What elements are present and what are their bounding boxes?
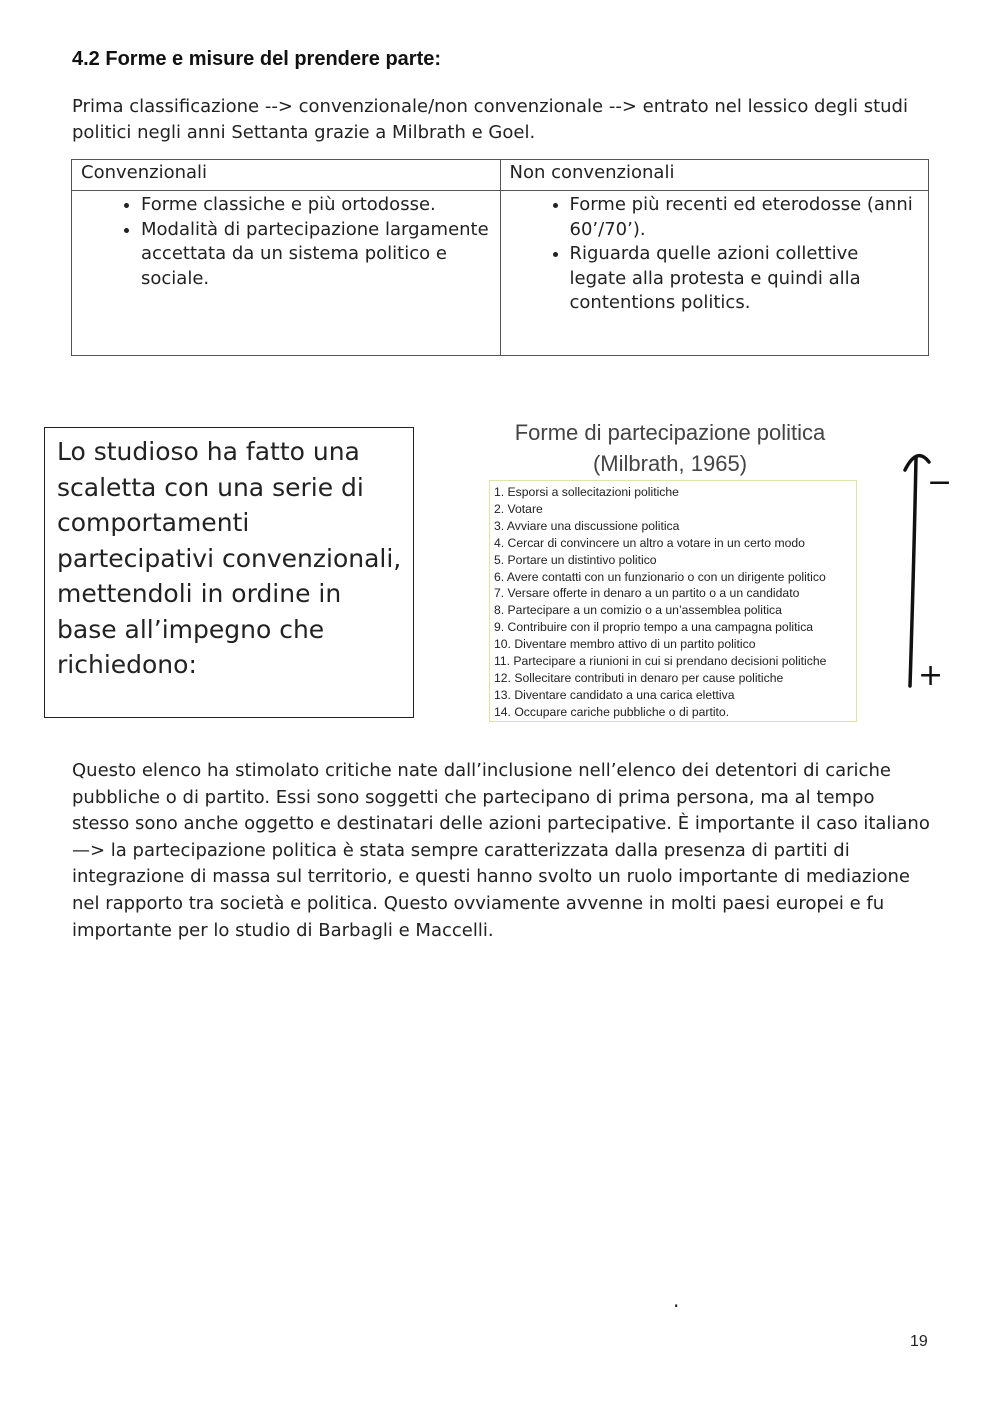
stray-mark: . xyxy=(673,1288,680,1312)
scale-bottom-label: + xyxy=(918,658,944,690)
scale-top-label: − xyxy=(927,465,953,500)
list-item: • Forme classiche e più ortodosse. xyxy=(141,193,490,218)
list-item: 8. Partecipare a un comizio o a un’assemblea politica xyxy=(494,603,782,618)
list-item: 6. Avere contatti con un funzionario o con un dirigente politico xyxy=(494,569,826,584)
figure-title-line: Forme di partecipazione politica xyxy=(514,420,826,445)
list-item: • Forme più recenti ed eterodosse (anni 60’/70’). xyxy=(570,193,919,242)
list-item: 3. Avviare una discussione politica xyxy=(494,518,680,533)
page-number: 19 xyxy=(910,1333,928,1350)
list-item: 13. Diventare candidato a una carica elettiva xyxy=(494,687,735,702)
section-heading: 4.2 Forme e misure del prendere parte: xyxy=(72,48,442,70)
list-item: 12. Sollecitare contributi in denaro per cause politiche xyxy=(494,670,784,685)
callout-box: Lo studioso ha fatto una scaletta con una serie di comportamenti partecipativi convenzionali, mettendoli in ordine in base all’impegno che richiedono: xyxy=(44,427,414,718)
arrow-shaft-icon xyxy=(910,458,916,686)
list-item: 9. Contribuire con il proprio tempo a una campagna politica xyxy=(494,620,814,635)
list-item: 11. Partecipare a riunioni in cui si prendano decisioni politiche xyxy=(494,654,827,669)
list-item: 7. Versare offerte in denaro a un partito o a un candidato xyxy=(494,586,800,601)
cell-unconventional xyxy=(500,191,929,356)
cell-conventional xyxy=(72,191,501,356)
table-row xyxy=(72,191,929,356)
list-item: 14. Occupare cariche pubbliche o di partito. xyxy=(494,704,730,719)
table-header-row xyxy=(72,160,929,191)
list-item: • Modalità di partecipazione largamente accettata da un sistema politico e sociale. xyxy=(141,218,490,292)
header-unconventional: Non convenzionali xyxy=(500,160,929,191)
list-item: • Riguarda quelle azioni collettive legate alla protesta e quindi alla contentions politics. xyxy=(570,242,919,316)
figure-subtitle-line: (Milbrath, 1965) xyxy=(592,451,748,476)
participation-list xyxy=(489,480,857,722)
intro-paragraph: Prima classificazione --> convenzionale/non convenzionale --> entrato nel lessico degli studi politici negli anni Settanta grazie a Milbrath e Goel. xyxy=(72,96,908,143)
list-item: 4. Cercar di convincere un altro a votare in un certo modo xyxy=(494,535,805,550)
comparison-table xyxy=(71,159,929,356)
list-item: 2. Votare xyxy=(494,501,543,516)
list-item: 1. Esporsi a sollecitazioni politiche xyxy=(494,485,679,499)
figure-title xyxy=(440,417,900,479)
unconventional-list xyxy=(501,193,929,316)
conventional-list xyxy=(72,193,500,291)
body-paragraph: Questo elenco ha stimolato critiche nate dall’inclusione nell’elenco dei detentori di cariche pubbliche o di partito. Essi sono soggetti che partecipano di prima persona, ma al tempo stesso sono anche oggetto e destinatari delle azioni partecipative. È importante il caso italiano —> la partecipazione politica è stata sempre caratterizzata dalla presenza di partiti di integrazione di massa sul territorio, e questi hanno svolto un ruolo importante di mediazione nel rapporto tra società e politica. Questo ovviamente avvenne in molti paesi europei e fu importante per lo studio di Barbagli e Maccelli. xyxy=(72,760,930,941)
list-item: 5. Portare un distintivo politico xyxy=(494,552,657,567)
handwritten-scale-arrow-icon xyxy=(895,440,955,690)
list-item: 10. Diventare membro attivo di un partito politico xyxy=(494,637,756,652)
header-conventional: Convenzionali xyxy=(72,160,501,191)
